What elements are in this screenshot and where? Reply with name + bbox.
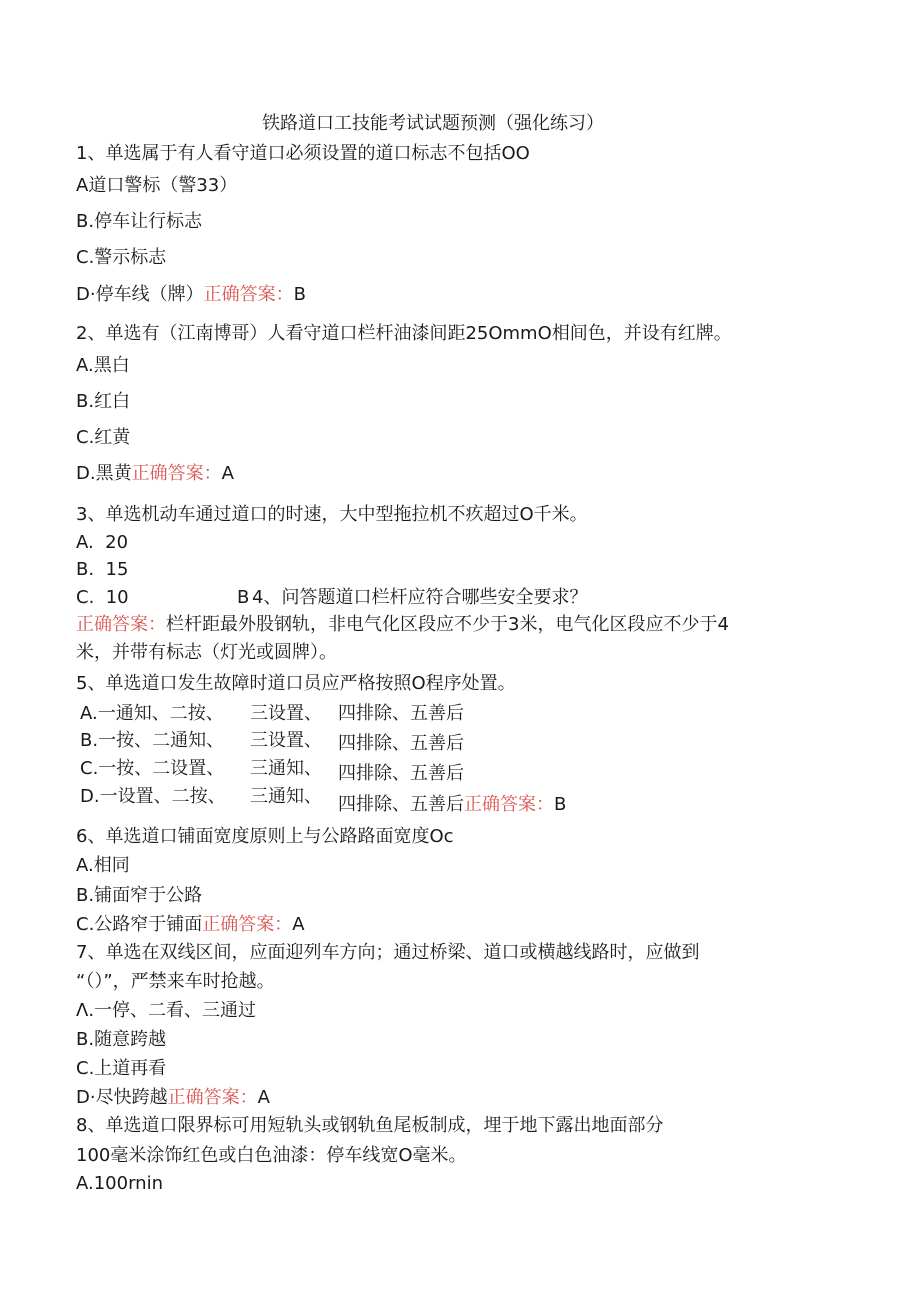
- q5-option-d-part2: 三通知、: [250, 786, 322, 807]
- q5-option-a-part2: 三设置、: [250, 703, 322, 724]
- answer-label: 正确答案：: [464, 794, 554, 815]
- q5-option-b-part1: B.一按、二通知、: [80, 730, 225, 751]
- q1-option-c: C.警示标志: [76, 247, 167, 268]
- page-title: 铁路道口工技能考试试题预测（强化练习）: [262, 113, 604, 134]
- answer-label: 正确答案：: [203, 284, 294, 305]
- answer-label: 正确答案：: [76, 614, 166, 635]
- q5-option-d-line: [338, 793, 566, 817]
- q2-option-a: A.黑白: [76, 355, 130, 376]
- q7-stem-line2: “（）”，严禁来车时抢越。: [76, 971, 275, 992]
- q5-stem: 5、单选道口发生故障时道口员应严格按照O程序处置。: [76, 673, 516, 694]
- q2-stem: 2、单选有（江南博哥）人看守道口栏杆油漆间距25OmmO相间色，并设有红牌。: [76, 323, 732, 344]
- q5-option-d-part1: D.一设置、二按、: [80, 786, 226, 807]
- q5-option-c-part1: C.一按、二设置、: [80, 758, 225, 779]
- q3-option-a: A. 20: [76, 532, 129, 553]
- q4-stem: 4、问答题道口栏杆应符合哪些安全要求？: [252, 587, 588, 608]
- q7-option-a: Λ.一停、二看、三通过: [76, 1000, 257, 1021]
- q1-stem: 1、单选属于有人看守道口必须设置的道口标志不包括OO: [76, 143, 530, 164]
- answer-label: 正确答案：: [167, 1087, 258, 1108]
- q4-answer-line1: [76, 613, 729, 637]
- q2-option-c: C.红黄: [76, 427, 131, 448]
- q7-answer: A: [257, 1087, 270, 1108]
- q6-stem: 6、单选道口铺面宽度原则上与公路路面宽度Oc: [76, 826, 454, 847]
- q1-option-b: B.停车让行标志: [76, 211, 203, 232]
- q6-option-a: A.相同: [76, 855, 130, 876]
- q8-stem-line1: 8、单选道口限界标可用短轨头或钢轨鱼尾板制成，埋于地下露出地面部分: [76, 1115, 664, 1136]
- q7-option-d-line: [76, 1086, 270, 1110]
- q5-answer: B: [554, 794, 567, 815]
- q5-option-c-part2: 三通知、: [250, 758, 322, 779]
- q1-option-d: D·停车线（牌）: [76, 284, 204, 305]
- q7-option-d: D·尽快跨越: [76, 1087, 168, 1108]
- q8-stem-line2: 100毫米涂饰红色或白色油漆：停车线宽O毫米。: [76, 1145, 467, 1166]
- q1-option-a: A道口警标（警33）: [76, 175, 238, 196]
- q5-option-b-part2: 三设置、: [250, 730, 322, 751]
- q3-option-c: C. 10: [76, 587, 129, 608]
- q1-option-d-line: [76, 283, 306, 307]
- q5-option-a-part1: A.一通知、二按、: [80, 703, 224, 724]
- q3-option-b: B. 15: [76, 559, 129, 580]
- answer-label: 正确答案：: [202, 914, 293, 935]
- q3-answer: B: [237, 587, 250, 608]
- q7-option-c: C.上道再看: [76, 1058, 167, 1079]
- q2-answer: A: [221, 463, 234, 484]
- q4-answer-text: 栏杆距最外股钢轨，非电气化区段应不少于3米，电气化区段应不少于4: [166, 614, 729, 635]
- q4-answer-line2: 米，并带有标志（灯光或圆牌）。: [76, 642, 337, 663]
- q5-option-c-part3: 四排除、五善后: [338, 763, 464, 784]
- q2-option-b: B.红白: [76, 391, 131, 412]
- q5-option-d-part3: 四排除、五善后: [338, 794, 464, 815]
- q8-option-a: A.100rnin: [76, 1173, 163, 1194]
- q5-option-a-part3: 四排除、五善后: [338, 703, 464, 724]
- q6-option-b: B.铺面窄于公路: [76, 885, 203, 906]
- answer-label: 正确答案：: [131, 463, 222, 484]
- q2-option-d-line: [76, 462, 234, 486]
- q7-stem-line1: 7、单选在双线区间，应面迎列车方向；通过桥梁、道口或横越线路时，应做到: [76, 942, 700, 963]
- q6-answer: A: [292, 914, 305, 935]
- q1-answer: B: [293, 284, 306, 305]
- q2-option-d: D.黑黄: [76, 463, 132, 484]
- q6-option-c-line: [76, 913, 305, 937]
- q3-stem: 3、单选机动车通过道口的时速，大中型拖拉机不疚超过O千米。: [76, 504, 588, 525]
- q7-option-b: B.随意跨越: [76, 1029, 167, 1050]
- q5-option-b-part3: 四排除、五善后: [338, 733, 464, 754]
- q6-option-c: C.公路窄于铺面: [76, 914, 203, 935]
